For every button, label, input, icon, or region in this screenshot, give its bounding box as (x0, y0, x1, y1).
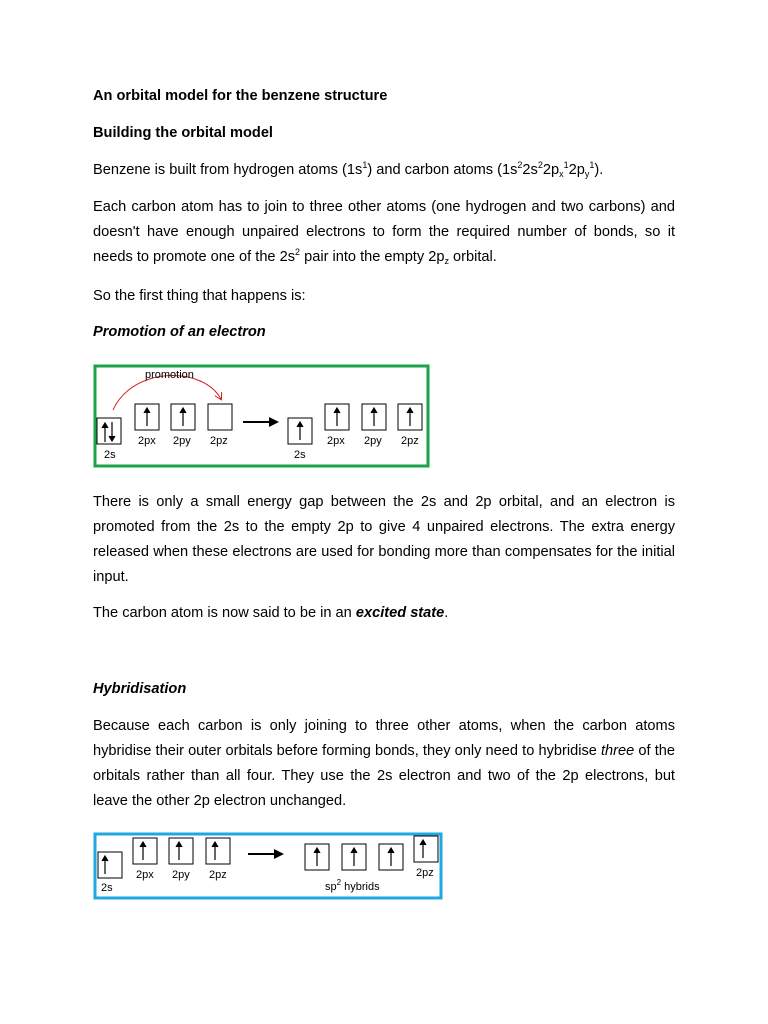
label-2s: 2s (104, 449, 116, 461)
document-title: An orbital model for the benzene structure (93, 88, 388, 104)
subheading-promotion: Promotion of an electron (93, 324, 266, 340)
label-2pz: 2pz (209, 869, 227, 881)
label-2s: 2s (101, 882, 113, 894)
paragraph-hybridise: Because each carbon is only joining to three other atoms, when the carbon atoms hybridise their outer orbitals before forming bonds, they only need to hybridise three of the orbitals rather than all four. They use the 2s electron and two of the 2p electrons, but leave the other 2p electron unchanged. (93, 718, 675, 809)
orbital-box-2s (98, 852, 122, 878)
label-sp2-hybrids: $sp^2$ hybrids (325, 878, 380, 893)
label-2px-excited: 2px (327, 435, 345, 447)
label-2py-excited: 2py (364, 435, 382, 447)
orbital-box-2px (133, 838, 157, 864)
label-2pz-excited: 2pz (401, 435, 419, 447)
label-2py: 2py (172, 869, 190, 881)
promotion-diagram-svg (93, 364, 430, 468)
label-2py: 2py (173, 435, 191, 447)
paragraph-benzene-atoms: Benzene is built from hydrogen atoms $(1s^1)$ and carbon atoms $(1s^22s^22p_x^12p_y^1)$. (93, 160, 604, 179)
paragraph-carbon-bonding: Each carbon atom has to join to three other atoms (one hydrogen and two carbons) and doesn't have enough unpaired electrons to form the required number of bonds, so it needs to promote one of the $2s^2$ pair into the empty $2p_z$ orbital. (93, 199, 675, 266)
orbital-box-2pz-unchanged (414, 836, 438, 862)
orbital-box-2pz (208, 404, 232, 430)
hybridisation-diagram (93, 832, 443, 900)
label-2pz-unchanged: 2pz (416, 867, 434, 879)
label-2s-excited: 2s (294, 449, 306, 461)
paragraph-excited-state: The carbon atom is now said to be in an excited state. (93, 605, 449, 621)
promotion-diagram (93, 364, 430, 468)
hybridisation-diagram-svg (93, 832, 443, 900)
label-2px: 2px (136, 869, 154, 881)
orbital-box-2pz (206, 838, 230, 864)
subheading-hybridisation: Hybridisation (93, 681, 187, 697)
paragraph-first-thing: So the first thing that happens is: (93, 288, 306, 304)
promotion-label: promotion (145, 369, 194, 381)
paragraph-energy-gap: There is only a small energy gap between the 2s and 2p orbital, and an electron is promoted from the 2s to the empty 2p to give 4 unpaired electrons. The extra energy released when these electrons are used for bonding more than compensates for the initial input. (93, 494, 675, 585)
orbital-box-2py (169, 838, 193, 864)
label-2px: 2px (138, 435, 156, 447)
label-2pz: 2pz (210, 435, 228, 447)
section-heading: Building the orbital model (93, 125, 273, 141)
orbital-box-2s (97, 418, 121, 444)
